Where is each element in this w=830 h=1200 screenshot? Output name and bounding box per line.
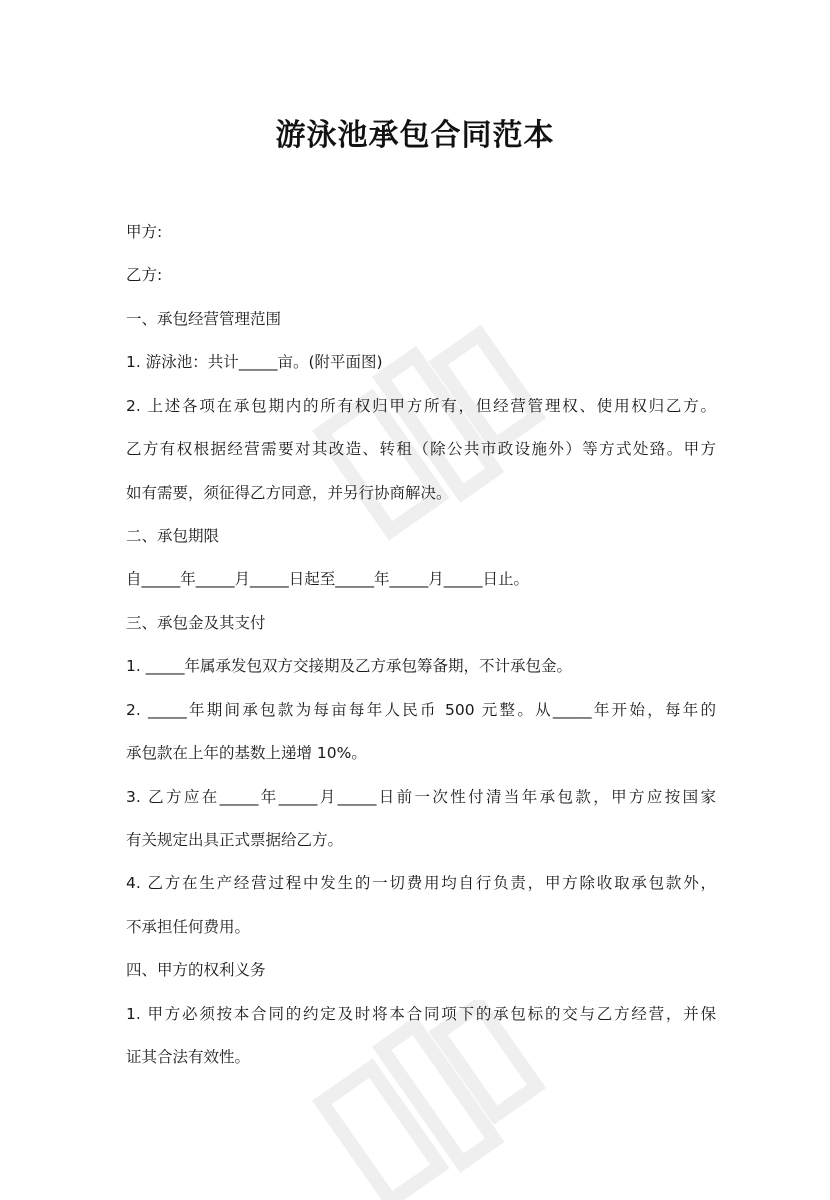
section-heading: 三、承包金及其支付: [126, 614, 266, 632]
section-heading: 二、承包期限: [126, 527, 220, 545]
paragraph-line: 1. 游泳池：共计_____亩。(附平面图): [126, 353, 383, 371]
paragraph-line: 乙方有权根据经营需要对其改造、转租（除公共市政设施外）等方式处臵。甲方: [126, 440, 716, 458]
document-title: 游泳池承包合同范本: [275, 118, 555, 153]
paragraph-line: 2. 上述各项在承包期内的所有权归甲方所有，但经营管理权、使用权归乙方。: [126, 397, 716, 415]
section-heading: 一、承包经营管理范围: [126, 310, 282, 328]
paragraph-line: 有关规定出具正式票据给乙方。: [126, 831, 344, 849]
paragraph-line: 证其合法有效性。: [126, 1048, 251, 1066]
party-b-line: 乙方:: [126, 266, 163, 284]
section-heading: 四、甲方的权利义务: [126, 961, 266, 979]
paragraph-line: 不承担任何费用。: [126, 918, 251, 936]
paragraph-line: 1. _____年属承发包双方交接期及乙方承包筹备期，不计承包金。: [126, 657, 572, 675]
paragraph-line: 1. 甲方必须按本合同的约定及时将本合同项下的承包标的交与乙方经营，并保: [126, 1005, 716, 1023]
paragraph-line: 承包款在上年的基数上递增 10%。: [126, 744, 367, 762]
watermark-stamp: [300, 300, 560, 560]
paragraph-line: 2. _____年期间承包款为每亩每年人民币 500 元整。从_____年开始，每年的: [126, 701, 716, 719]
paragraph-line: 如有需要，须征得乙方同意，并另行协商解决。: [126, 484, 452, 502]
watermark-stamp: [300, 1000, 560, 1200]
party-a-line: 甲方:: [126, 223, 163, 241]
paragraph-line: 4. 乙方在生产经营过程中发生的一切费用均自行负责，甲方除收取承包款外，: [126, 874, 716, 892]
paragraph-line: 自_____年_____月_____日起至_____年_____月_____日止。: [126, 570, 530, 588]
paragraph-line: 3. 乙方应在_____年_____月_____日前一次性付清当年承包款，甲方应按国家: [126, 788, 716, 806]
